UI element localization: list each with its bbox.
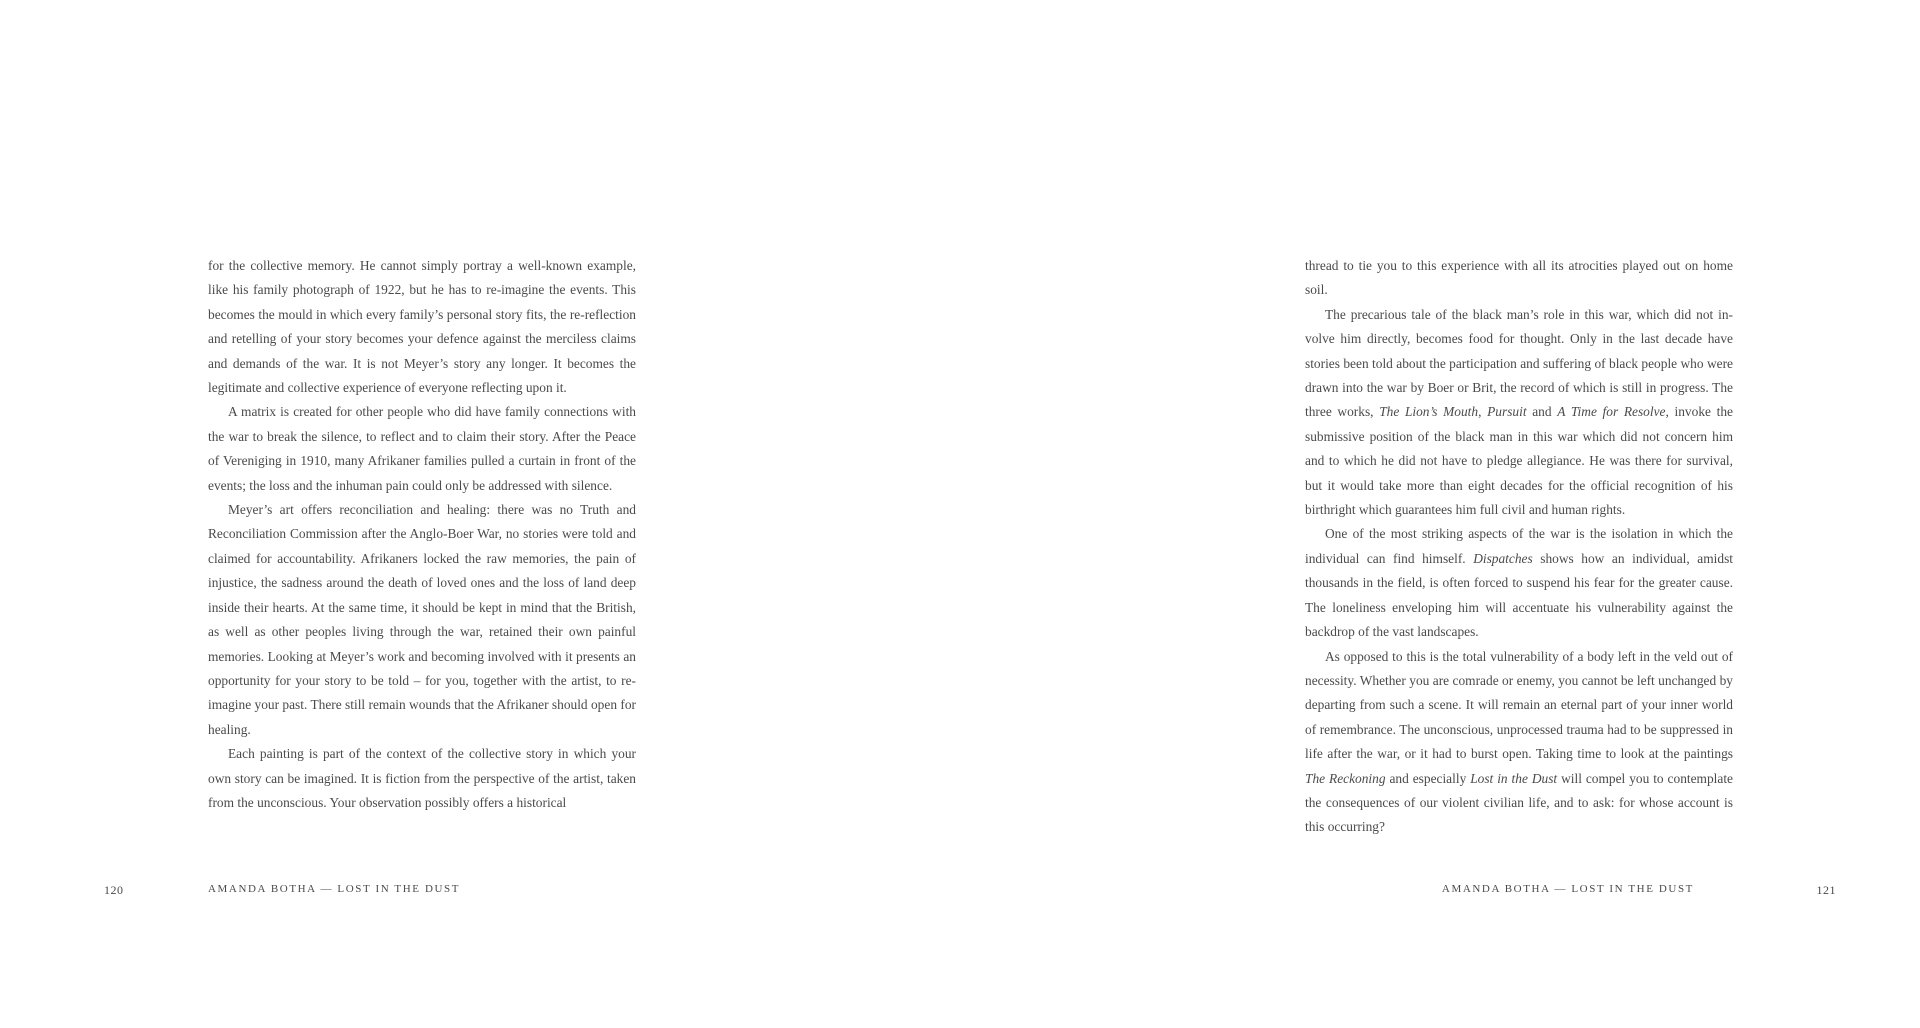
left-running-footer: AMANDA BOTHA — LOST IN THE DUST	[208, 883, 461, 895]
paragraph	[208, 254, 636, 400]
italic-title: The Lion’s Mouth	[1379, 404, 1479, 420]
italic-title: Dispatches	[1473, 550, 1533, 566]
text-run: , invoke the submissive position of the black man in this war which did not concern him and to which he did not have to pledge allegiance. He was there for survival, but it would take more than eight decades for the official recognition of his birthright which guarantees him full civil and human rights.	[1305, 404, 1733, 518]
right-page-number: 121	[1816, 883, 1836, 897]
text-run: and	[1526, 404, 1558, 420]
paragraph	[1305, 303, 1733, 523]
text-run: thread to tie you to this experience with all its atrocities played out on home soil.	[1305, 258, 1733, 298]
paragraph	[1305, 522, 1733, 644]
right-running-footer: AMANDA BOTHA — LOST IN THE DUST	[1441, 883, 1694, 895]
paragraph	[208, 498, 636, 742]
left-page-body-text	[208, 254, 636, 815]
paragraph	[208, 400, 636, 498]
italic-title: A Time for Resolve	[1557, 404, 1666, 420]
right-page-body-text	[1305, 254, 1733, 840]
text-run: Each painting is part of the context of the collective story in which your own story can be imagined. It is fiction from the perspective of the artist, taken from the unconscious. Your observation possibly offers a historical	[208, 746, 636, 810]
italic-title: Lost in the Dust	[1470, 770, 1558, 786]
paragraph	[1305, 254, 1733, 303]
text-run: for the collective memory. He cannot simply portray a well-known example, like his family photograph of 1922, but he has to re-imagine the events. This becomes the mould in which every family’s personal story fits, the re-reflection and retelling of your story becomes your defence against the merciless claims and demands of the war. It is not Meyer’s story any longer. It becomes the legitimate and collective experience of everyone reflecting upon it.	[208, 258, 636, 396]
text-run: and especially	[1385, 770, 1471, 786]
italic-title: Pursuit	[1487, 404, 1527, 420]
text-run: ,	[1478, 404, 1488, 420]
text-run: Meyer’s art offers reconciliation and healing: there was no Truth and Reconciliation Commission after the Anglo-Boer War, no stories were told and claimed for accountability. Afrikaners locked the raw memories, the pain of injustice, the sadness around the death of loved ones and the loss of land deep inside their hearts. At the same time, it should be kept in mind that the British, as well as other peoples living through the war, retained their own painful memories. Looking at Meyer’s work and becoming involved with it presents an opportunity for your story to be told – for you, together with the artist, to re-imagine your past. There still remain wounds that the Afrikaner should open for healing.	[208, 502, 636, 737]
right-page	[960, 0, 1920, 1028]
text-run: The precarious tale of the black man’s role in this war, which did not involve him directly, becomes food for thought. Only in the last decade have stories been told about the participation and suffering of black people who were drawn into the war by Boer or Brit, the record of which is still in progress. The three works,	[1305, 306, 1733, 420]
text-run: shows how an individual, amidst thousands in the field, is often forced to suspend his fear for the greater cause. The loneliness enveloping him will accentuate his vulnerability against the backdrop of the vast landscapes.	[1305, 550, 1734, 640]
text-run: will compel you to contemplate the consequences of our violent civilian life, and to ask: for whose account is this occurring?	[1305, 770, 1733, 835]
italic-title: The Reckoning	[1305, 770, 1386, 786]
left-page-number: 120	[104, 883, 124, 897]
text-run: As opposed to this is the total vulnerability of a body left in the veld out of necessity. Whether you are comrade or enemy, you cannot be left unchanged by departing from such a scene. It will remain an eternal part of your inner world of remembrance. The unconscious, unprocessed trauma had to be suppressed in life after the war, or it had to burst open. Taking time to look at the paintings	[1305, 648, 1733, 762]
text-run: A matrix is created for other people who did have family connections with the war to break the silence, to reflect and to claim their story. After the Peace of Vereniging in 1910, many Afrikaner families pulled a curtain in front of the events; the loss and the inhuman pain could only be addressed with silence.	[208, 404, 636, 493]
paragraph	[208, 742, 636, 815]
paragraph	[1305, 645, 1733, 840]
text-run: One of the most striking aspects of the war is the isolation in which the individual can find himself.	[1305, 526, 1733, 566]
